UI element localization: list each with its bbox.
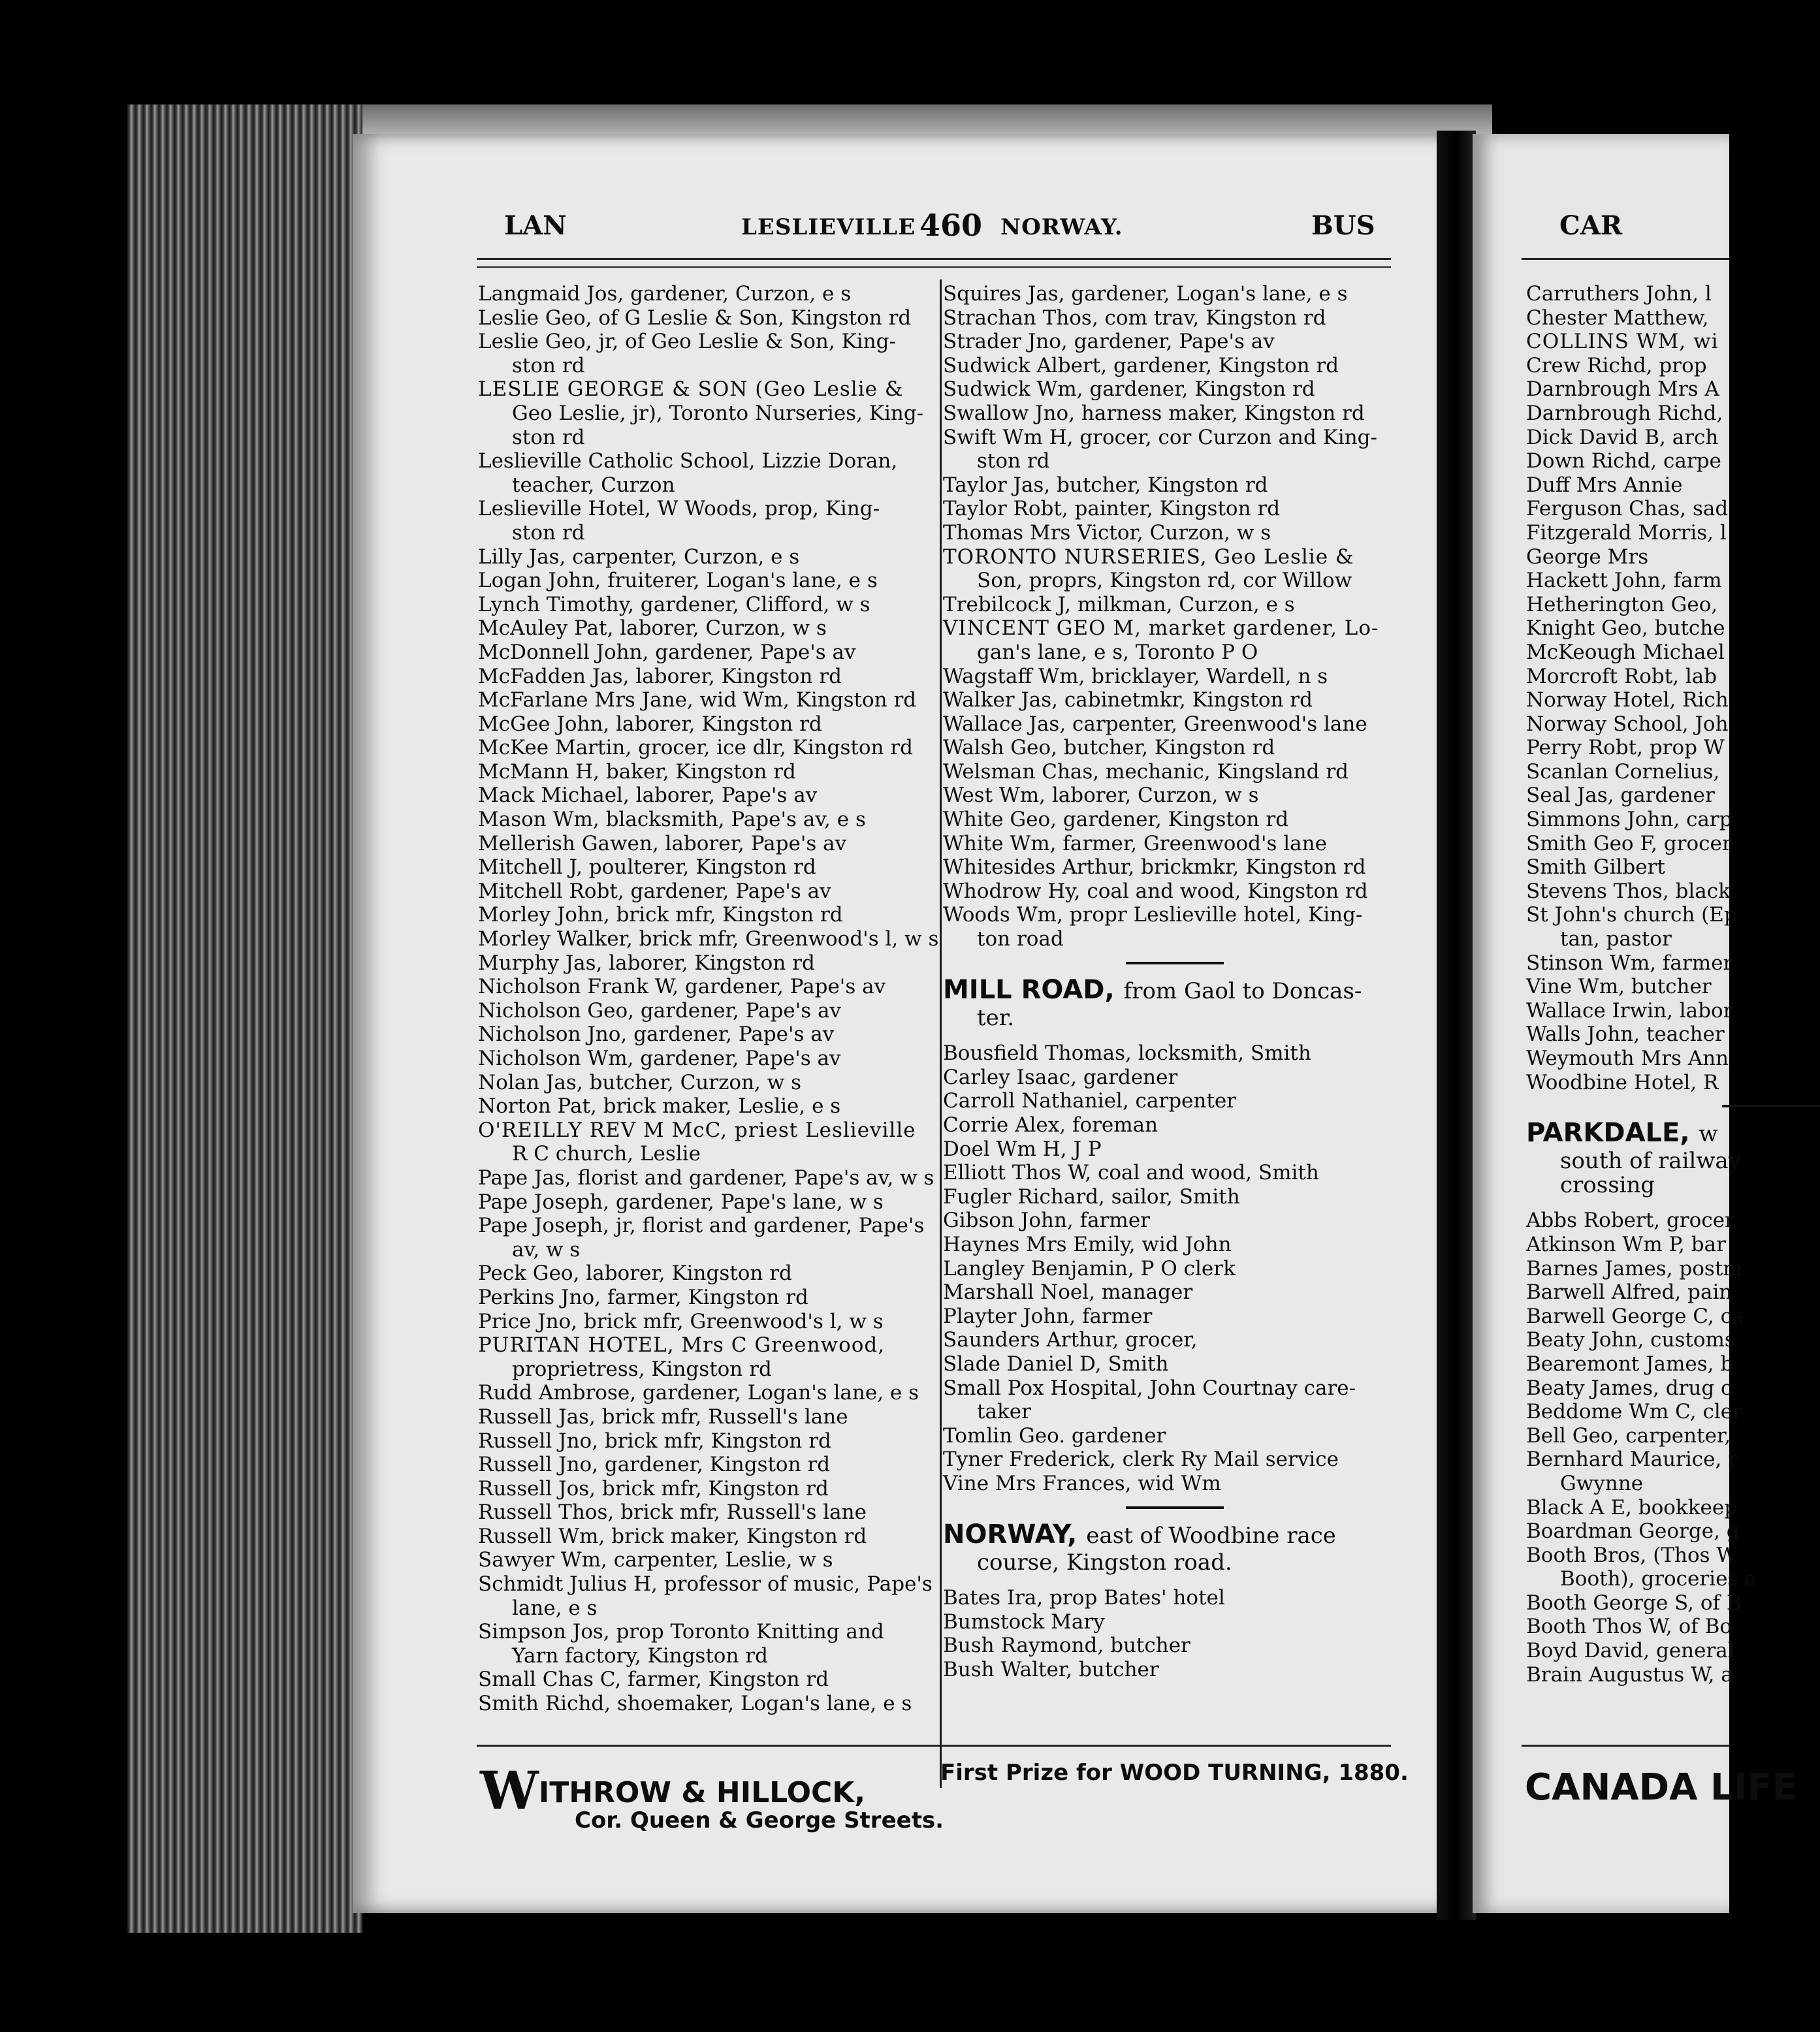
directory-entry: Booth George S, of B xyxy=(1526,1591,1742,1615)
page-number: 460 xyxy=(919,208,983,243)
directory-entry: Norway Hotel, Rich xyxy=(1526,688,1729,712)
directory-entry: Whodrow Hy, coal and wood, Kingston rd xyxy=(943,879,1368,903)
directory-entry: Mack Michael, laborer, Pape's av xyxy=(478,784,818,808)
parkdale-list xyxy=(1526,1209,1820,1687)
directory-entry: McGee John, laborer, Kingston rd xyxy=(478,712,822,736)
section-separator xyxy=(1126,962,1224,964)
directory-entry: Haynes Mrs Emily, wid John xyxy=(943,1232,1232,1256)
directory-entry: Nicholson Wm, gardener, Pape's av xyxy=(478,1047,841,1070)
directory-entry: Mitchell Robt, gardener, Pape's av xyxy=(478,879,831,903)
directory-entry: Swallow Jno, harness maker, Kingston rd xyxy=(943,401,1365,425)
directory-entry: Langmaid Jos, gardener, Curzon, e s xyxy=(478,282,852,306)
directory-entry: West Wm, laborer, Curzon, w s xyxy=(943,784,1259,808)
directory-entry: Mason Wm, blacksmith, Pape's av, e s xyxy=(478,808,866,832)
directory-entry-continuation: proprietress, Kingston rd xyxy=(512,1357,772,1381)
directory-entry-continuation: Geo Leslie, jr), Toronto Nurseries, King- xyxy=(512,401,924,425)
directory-entry: Simpson Jos, prop Toronto Knitting and xyxy=(478,1620,884,1644)
directory-entry: Duff Mrs Annie xyxy=(1526,473,1683,497)
right-page-column xyxy=(1526,282,1820,1687)
directory-entry: Peck Geo, laborer, Kingston rd xyxy=(478,1262,792,1286)
section-description: w xyxy=(1699,1121,1718,1148)
directory-entry: Sawyer Wm, carpenter, Leslie, w s xyxy=(478,1548,833,1572)
directory-entry: Doel Wm H, J P xyxy=(943,1137,1102,1161)
directory-entry: McAuley Pat, laborer, Curzon, w s xyxy=(478,616,827,641)
directory-entry: White Geo, gardener, Kingston rd xyxy=(943,808,1289,832)
directory-entry: Leslieville Hotel, W Woods, prop, King- xyxy=(478,497,880,521)
directory-entry-continuation: lane, e s xyxy=(512,1596,598,1620)
directory-entry-continuation: Booth), groceries a xyxy=(1560,1567,1757,1591)
directory-entry: Saunders Arthur, grocer, xyxy=(943,1328,1198,1352)
directory-entry: Strachan Thos, com trav, Kingston rd xyxy=(943,306,1326,330)
directory-entry: Fugler Richard, sailor, Smith xyxy=(943,1184,1240,1209)
leslieville-continued-list xyxy=(943,282,1379,951)
directory-entry-continuation: Gwynne xyxy=(1560,1471,1644,1495)
section-separator xyxy=(1126,1506,1224,1509)
directory-entry: Dick David B, arch xyxy=(1526,425,1719,449)
directory-entry: Gibson John, farmer xyxy=(943,1209,1150,1233)
directory-entry: Brain Augustus W, a xyxy=(1526,1662,1733,1687)
directory-entry-continuation: tan, pastor xyxy=(1560,927,1672,951)
directory-entry: Simmons John, carp xyxy=(1526,808,1732,832)
directory-entry-continuation: av, w s xyxy=(512,1237,581,1262)
directory-entry: Rudd Ambrose, gardener, Logan's lane, e s xyxy=(478,1381,919,1405)
directory-entry: Barnes James, postm xyxy=(1526,1256,1742,1280)
section-title: MILL ROAD, xyxy=(943,974,1115,1005)
directory-entry: Walls John, teacher xyxy=(1526,1023,1725,1047)
directory-entry: White Wm, farmer, Greenwood's lane xyxy=(943,831,1327,855)
header-rule-top xyxy=(477,258,1391,260)
directory-entry: Pape Joseph, gardener, Pape's lane, w s xyxy=(478,1190,884,1214)
directory-entry: Woodbine Hotel, R xyxy=(1526,1070,1719,1094)
directory-entry: Langley Benjamin, P O clerk xyxy=(943,1256,1236,1280)
directory-entry: Scanlan Cornelius, xyxy=(1526,759,1720,784)
directory-entry: Taylor Robt, painter, Kingston rd xyxy=(943,497,1281,521)
directory-entry: Chester Matthew, xyxy=(1526,306,1709,330)
directory-entry: Russell Wm, brick maker, Kingston rd xyxy=(478,1524,867,1548)
directory-entry: Sudwick Wm, gardener, Kingston rd xyxy=(943,377,1315,402)
directory-entry: Russell Jas, brick mfr, Russell's lane xyxy=(478,1405,848,1429)
directory-entry: Booth Thos W, of Bo xyxy=(1526,1615,1732,1639)
directory-entry: Bearemont James, b xyxy=(1526,1352,1734,1376)
right-footer-rule xyxy=(1522,1745,1729,1747)
directory-entry-continuation: Son, proprs, Kingston rd, cor Willow xyxy=(977,569,1352,593)
directory-entry: Bush Walter, butcher xyxy=(943,1657,1159,1681)
directory-entry: Morley John, brick mfr, Kingston rd xyxy=(478,903,843,927)
directory-entry: Taylor Jas, butcher, Kingston rd xyxy=(943,473,1268,497)
directory-entry: PURITAN HOTEL, Mrs C Greenwood, xyxy=(478,1333,886,1357)
directory-entry: Beaty John, customs xyxy=(1526,1328,1735,1352)
directory-entry-continuation: R C church, Leslie xyxy=(512,1142,701,1166)
directory-entry: Fitzgerald Morris, l xyxy=(1526,520,1727,545)
directory-entry: Darnbrough Richd, xyxy=(1526,401,1723,425)
section-separator xyxy=(1722,1105,1820,1107)
directory-entry: Smith Gilbert xyxy=(1526,855,1665,880)
directory-entry: Ferguson Chas, sad xyxy=(1526,497,1729,521)
directory-entry: Norton Pat, brick maker, Leslie, e s xyxy=(478,1094,841,1119)
street-range-start: LESLIEVILLE xyxy=(741,214,916,240)
section-title: NORWAY, xyxy=(943,1519,1078,1549)
directory-entry: TORONTO NURSERIES, Geo Leslie & xyxy=(943,545,1354,569)
directory-entry: Abbs Robert, grocer, xyxy=(1526,1209,1739,1233)
directory-entry: Whitesides Arthur, brickmkr, Kingston rd xyxy=(943,855,1366,880)
directory-entry: Slade Daniel D, Smith xyxy=(943,1352,1169,1376)
directory-entry: Carroll Nathaniel, carpenter xyxy=(943,1089,1236,1113)
directory-entry: Wallace Jas, carpenter, Greenwood's lane xyxy=(943,712,1367,736)
street-range-end: NORWAY. xyxy=(1000,214,1123,240)
directory-entry-continuation: ton road xyxy=(977,927,1064,951)
directory-entry: Hackett John, farm xyxy=(1526,569,1722,593)
directory-entry: Pape Jas, florist and gardener, Pape's av, w s xyxy=(478,1166,934,1190)
directory-entry: Bush Raymond, butcher xyxy=(943,1634,1190,1658)
directory-entry-continuation: ston rd xyxy=(512,425,585,449)
directory-entry-continuation: gan's lane, e s, Toronto P O xyxy=(977,640,1258,664)
directory-entry: VINCENT GEO M, market gardener, Lo- xyxy=(943,616,1379,641)
directory-entry: LESLIE GEORGE & SON (Geo Leslie & xyxy=(478,377,904,402)
directory-entry: Nolan Jas, butcher, Curzon, w s xyxy=(478,1070,802,1094)
directory-entry: McFarlane Mrs Jane, wid Wm, Kingston rd xyxy=(478,688,917,712)
directory-entry: Small Pox Hospital, John Courtnay care- xyxy=(943,1376,1356,1400)
directory-entry: Schmidt Julius H, professor of music, Pape's xyxy=(478,1572,933,1596)
directory-entry: O'REILLY REV M McC, priest Leslieville xyxy=(478,1118,916,1142)
ad-initial: W xyxy=(480,1760,539,1821)
directory-entry-continuation: taker xyxy=(977,1400,1031,1424)
directory-entry: Tomlin Geo. gardener xyxy=(943,1423,1166,1448)
directory-entry: Boardman George, g xyxy=(1526,1519,1740,1544)
directory-entry: Crew Richd, prop xyxy=(1526,353,1707,377)
directory-entry: Lynch Timothy, gardener, Clifford, w s xyxy=(478,592,870,616)
section-description: east of Woodbine race xyxy=(1086,1522,1336,1549)
directory-entry: Strader Jno, gardener, Pape's av xyxy=(943,330,1275,354)
directory-entry-continuation: Yarn factory, Kingston rd xyxy=(512,1643,768,1668)
mill-road-list xyxy=(943,1041,1379,1495)
directory-entry: Carley Isaac, gardener xyxy=(943,1065,1178,1089)
directory-entry: McMann H, baker, Kingston rd xyxy=(478,759,796,784)
directory-entry: Mellerish Gawen, laborer, Pape's av xyxy=(478,831,847,855)
advertisement-address: Cor. Queen & George Streets. xyxy=(575,1807,944,1834)
book-gutter xyxy=(1437,131,1476,1920)
directory-entry: Booth Bros, (Thos W xyxy=(1526,1543,1738,1567)
directory-entry: Bernhard Maurice, r xyxy=(1526,1448,1738,1472)
directory-entry: Murphy Jas, laborer, Kingston rd xyxy=(478,951,815,975)
right-page-advertisement: CANADA LIFE xyxy=(1525,1766,1797,1809)
section-description: from Gaol to Doncas- xyxy=(1123,977,1362,1004)
directory-entry: Welsman Chas, mechanic, Kingsland rd xyxy=(943,759,1349,784)
directory-entry: Russell Thos, brick mfr, Russell's lane xyxy=(478,1500,867,1525)
section-description-continued: crossing xyxy=(1560,1171,1655,1198)
header-rule-bottom xyxy=(477,266,1391,268)
directory-entry: Elliott Thos W, coal and wood, Smith xyxy=(943,1161,1319,1185)
directory-entry: Weymouth Mrs Ann xyxy=(1526,1047,1729,1070)
directory-entry-continuation: ston rd xyxy=(512,520,585,545)
directory-entry: Nicholson Frank W, gardener, Pape's av xyxy=(478,975,886,999)
directory-entry: Sudwick Albert, gardener, Kingston rd xyxy=(943,353,1339,377)
directory-entry: Barwell Alfred, pain xyxy=(1526,1280,1732,1305)
directory-entry: Perkins Jno, farmer, Kingston rd xyxy=(478,1285,808,1309)
directory-entry: George Mrs xyxy=(1526,545,1649,569)
directory-entry: Vine Wm, butcher xyxy=(1526,975,1712,999)
directory-entry: McFadden Jas, laborer, Kingston rd xyxy=(478,664,842,688)
guide-word-left: LAN xyxy=(504,210,567,241)
advertisement-prize: First Prize for WOOD TURNING, 1880. xyxy=(940,1760,1409,1786)
directory-entry: Morcroft Robt, lab xyxy=(1526,664,1717,688)
section-heading-norway xyxy=(943,1519,1379,1551)
directory-entry: Marshall Noel, manager xyxy=(943,1280,1193,1305)
directory-entry: Wallace Irwin, labor xyxy=(1526,998,1733,1023)
section-title: PARKDALE, xyxy=(1526,1118,1690,1149)
right-page-clip xyxy=(1473,134,1797,1913)
directory-entry: McDonnell John, gardener, Pape's av xyxy=(478,640,856,664)
directory-entry: Logan John, fruiterer, Logan's lane, e s xyxy=(478,569,878,593)
directory-entry: Boyd David, general xyxy=(1526,1639,1734,1663)
directory-entry: Trebilcock J, milkman, Curzon, e s xyxy=(943,592,1295,616)
directory-entry: Atkinson Wm P, bar xyxy=(1526,1232,1726,1256)
right-page-guide-word: CAR xyxy=(1559,210,1623,241)
directory-entry: Walker Jas, cabinetmkr, Kingston rd xyxy=(943,688,1313,712)
directory-entry: Bousfield Thomas, locksmith, Smith xyxy=(943,1041,1311,1066)
directory-entry: St John's church (Ep xyxy=(1526,903,1737,927)
directory-entry: Beddome Wm C, cler xyxy=(1526,1400,1742,1424)
directory-entry: Knight Geo, butche xyxy=(1526,616,1725,641)
directory-entry: McKee Martin, grocer, ice dlr, Kingston rd xyxy=(478,736,913,760)
directory-entry: Russell Jno, brick mfr, Kingston rd xyxy=(478,1429,831,1453)
directory-entry: Stevens Thos, black xyxy=(1526,879,1731,903)
directory-entry: Seal Jas, gardener xyxy=(1526,784,1715,808)
directory-entry: Nicholson Jno, gardener, Pape's av xyxy=(478,1023,835,1047)
directory-entry: Bell Geo, carpenter, xyxy=(1526,1423,1731,1448)
directory-entry: Tyner Frederick, clerk Ry Mail service xyxy=(943,1448,1339,1472)
directory-entry: Stinson Wm, farmer xyxy=(1526,951,1733,975)
directory-entry: Smith Richd, shoemaker, Logan's lane, e s xyxy=(478,1692,912,1716)
section-description-continued: ter. xyxy=(977,1004,1015,1031)
directory-entry-continuation: teacher, Curzon xyxy=(512,473,675,497)
directory-entry: Wagstaff Wm, bricklayer, Wardell, n s xyxy=(943,664,1328,688)
directory-entry: Leslie Geo, jr, of Geo Leslie & Son, King- xyxy=(478,330,896,354)
section-description-continued: course, Kingston road. xyxy=(977,1549,1232,1576)
directory-entry: Darnbrough Mrs A xyxy=(1526,377,1719,402)
directory-entry: Pape Joseph, jr, florist and gardener, Pape's xyxy=(478,1214,925,1238)
directory-entry: Morley Walker, brick mfr, Greenwood's l, w s xyxy=(478,927,939,951)
footer-rule xyxy=(477,1745,1391,1747)
directory-entry: Beaty James, drug c xyxy=(1526,1376,1732,1400)
ad-name-rest: ITHROW & HILLOCK, xyxy=(538,1776,866,1809)
directory-entry: Playter John, farmer xyxy=(943,1304,1153,1328)
directory-entry: Leslieville Catholic School, Lizzie Doran, xyxy=(478,449,898,473)
directory-entry: COLLINS WM, wi xyxy=(1526,330,1719,354)
directory-entry: Perry Robt, prop W xyxy=(1526,736,1725,760)
directory-entry: McKeough Michael xyxy=(1526,640,1725,664)
directory-entry: Swift Wm H, grocer, cor Curzon and King- xyxy=(943,425,1378,449)
directory-entry: Walsh Geo, butcher, Kingston rd xyxy=(943,736,1275,760)
directory-entry: Carruthers John, l xyxy=(1526,282,1712,306)
directory-entry: Down Richd, carpe xyxy=(1526,449,1721,473)
column-divider xyxy=(940,279,942,1788)
directory-entry: Norway School, Joh xyxy=(1526,712,1729,736)
section-heading-mill-road xyxy=(943,975,1379,1006)
directory-entry: Smith Geo F, grocer xyxy=(1526,831,1732,855)
directory-entry: Bumstock Mary xyxy=(943,1610,1105,1634)
directory-entry: Thomas Mrs Victor, Curzon, w s xyxy=(943,520,1271,545)
directory-entry: Mitchell J, poulterer, Kingston rd xyxy=(478,855,816,880)
section-description-continued: south of railway xyxy=(1560,1148,1741,1175)
book-page-edges xyxy=(127,104,362,1933)
directory-entry: Hetherington Geo, xyxy=(1526,592,1718,616)
directory-column-left xyxy=(478,282,938,1716)
section-heading-parkdale xyxy=(1526,1118,1820,1149)
directory-entry: Russell Jos, brick mfr, Kingston rd xyxy=(478,1476,829,1500)
directory-entry-continuation: ston rd xyxy=(512,353,585,377)
norway-list-continued xyxy=(1526,282,1820,1094)
directory-entry-continuation: ston rd xyxy=(977,449,1050,473)
directory-entry: Nicholson Geo, gardener, Pape's av xyxy=(478,998,842,1023)
directory-entry: Leslie Geo, of G Leslie & Son, Kingston rd xyxy=(478,306,912,330)
directory-entry: Russell Jno, gardener, Kingston rd xyxy=(478,1453,831,1477)
directory-entry: Squires Jas, gardener, Logan's lane, e s xyxy=(943,282,1348,306)
directory-entry: Woods Wm, propr Leslieville hotel, King- xyxy=(943,903,1363,927)
directory-column-right xyxy=(943,282,1379,1681)
guide-word-right: BUS xyxy=(1311,210,1375,241)
directory-entry: Small Chas C, farmer, Kingston rd xyxy=(478,1668,829,1692)
directory-entry: Price Jno, brick mfr, Greenwood's l, w s xyxy=(478,1309,884,1333)
directory-entry: Barwell George C, ca xyxy=(1526,1304,1744,1328)
directory-entry: Black A E, bookkeep xyxy=(1526,1495,1738,1519)
directory-entry: Corrie Alex, foreman xyxy=(943,1113,1158,1137)
directory-entry: Vine Mrs Frances, wid Wm xyxy=(943,1471,1221,1495)
directory-entry: Lilly Jas, carpenter, Curzon, e s xyxy=(478,545,800,569)
directory-entry: Bates Ira, prop Bates' hotel xyxy=(943,1586,1225,1610)
norway-list xyxy=(943,1586,1379,1681)
